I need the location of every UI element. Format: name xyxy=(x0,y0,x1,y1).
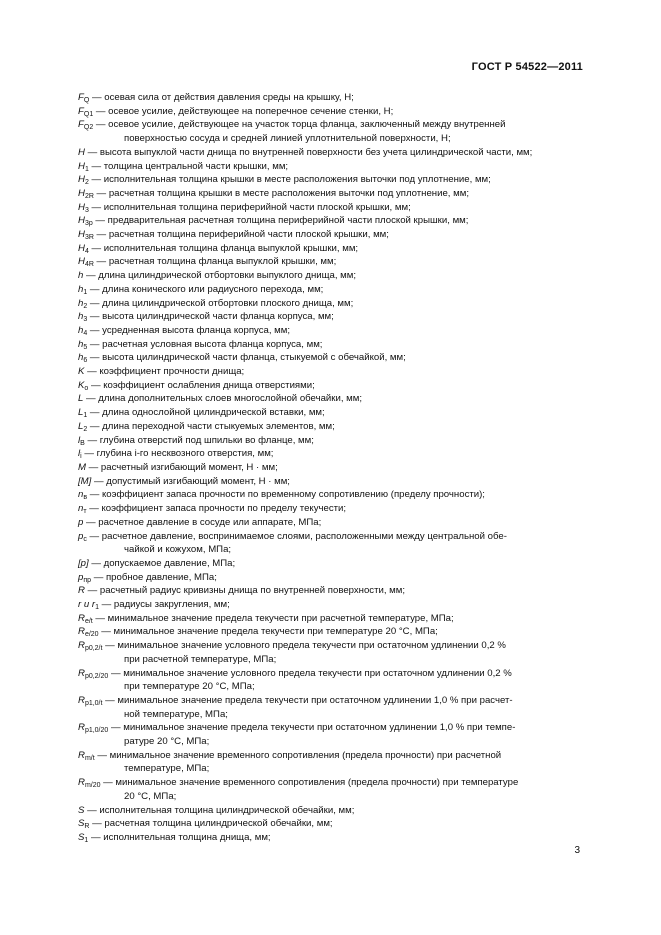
symbol-entry xyxy=(78,434,584,448)
symbol: H xyxy=(78,160,85,172)
symbol-subscript: c xyxy=(83,535,87,543)
symbol-entry xyxy=(78,557,584,571)
symbol-entry xyxy=(78,667,584,681)
symbol: H xyxy=(78,146,85,158)
symbol: h xyxy=(78,311,84,323)
symbol: F xyxy=(78,105,84,117)
symbol-definition: — допустимый изгибающий момент, Н · мм; xyxy=(91,475,290,487)
symbol-entry xyxy=(78,598,584,612)
symbol-definition: — осевая сила от действия давления среды на крышку, Н; xyxy=(89,92,354,103)
symbol-subscript: 4 xyxy=(83,329,88,337)
symbol-definition: — минимальное значение предела текучести при остаточном удлинении 1,0 % при расчет- xyxy=(102,694,513,706)
symbol: R xyxy=(78,694,85,706)
symbol-entry xyxy=(78,118,584,132)
symbol-subscript: 1 xyxy=(84,836,89,844)
symbol: S xyxy=(78,804,85,816)
symbol-definition: — расчетная толщина фланца выпуклой крышки, мм; xyxy=(93,256,337,268)
symbol: h xyxy=(78,283,84,295)
symbol-definition: — усредненная высота фланца корпуса, мм; xyxy=(87,324,291,336)
symbol: h xyxy=(78,270,84,282)
symbol-entry xyxy=(78,530,584,544)
symbol: H xyxy=(78,229,85,241)
symbol-definition: — высота цилиндрической части фланца, стыкуемой с обечайкой, мм; xyxy=(87,352,406,364)
symbol-entry xyxy=(78,406,584,420)
symbol: R xyxy=(78,626,85,638)
symbol-subscript: B xyxy=(80,439,85,447)
symbol-definition-continuation: чайкой и кожухом, МПа; xyxy=(124,544,232,556)
symbol-entry xyxy=(78,612,584,626)
symbol-subscript: 3p xyxy=(84,220,93,228)
symbol-subscript: i xyxy=(80,453,82,461)
symbol-definition-continuation: при температуре 20 °C, МПа; xyxy=(124,681,255,693)
symbol-definition: — расчетное давление в сосуде или аппарате, МПа; xyxy=(83,516,322,528)
symbol: r и r xyxy=(78,599,96,611)
symbol-definition: — высота цилиндрической части фланца корпуса, мм; xyxy=(87,311,334,323)
symbol-entry xyxy=(78,461,584,475)
symbol: H xyxy=(78,215,85,227)
symbol-subscript: 4R xyxy=(84,261,94,269)
symbol-entry xyxy=(78,447,584,461)
symbol-entry xyxy=(78,91,584,105)
symbol-entry xyxy=(78,255,584,269)
symbol-entry xyxy=(78,365,584,379)
symbol-definition: — допускаемое давление, МПа; xyxy=(88,557,236,569)
symbol: R xyxy=(78,722,85,734)
symbol: K xyxy=(78,366,85,378)
symbol: K xyxy=(78,379,85,391)
symbol-definition: — толщина центральной части крышки, мм; xyxy=(88,160,289,172)
symbol-subscript: 1 xyxy=(83,412,88,420)
symbol: H xyxy=(78,174,85,186)
symbol-definition: — пробное давление, МПа; xyxy=(91,571,217,583)
symbol-entry xyxy=(78,475,584,489)
symbol-subscript: p1,0/t xyxy=(84,699,103,707)
symbol-subscript: p0,2/t xyxy=(84,645,103,653)
symbol: R xyxy=(78,585,85,597)
symbol-entry xyxy=(78,283,584,297)
symbol-entry xyxy=(78,379,584,393)
symbol-definition: — минимальное значение предела текучести при расчетной температуре, МПа; xyxy=(92,612,454,624)
symbol-entry xyxy=(78,776,584,790)
symbol: S xyxy=(78,818,85,830)
symbol-entry xyxy=(78,804,584,818)
symbol-subscript: 5 xyxy=(83,343,88,351)
symbol-subscript: Q2 xyxy=(83,124,94,132)
symbol-entry xyxy=(78,721,584,735)
symbol-definition: — минимальное значение предела текучести при остаточном удлинении 1,0 % при темпе- xyxy=(108,722,516,734)
symbol-subscript: 2R xyxy=(84,192,94,200)
symbol-entry xyxy=(78,351,584,365)
symbol: l xyxy=(78,448,81,460)
symbol-definition-continuation: ной температуре, МПа; xyxy=(124,708,228,720)
document-header: ГОСТ Р 54522—2011 xyxy=(471,61,583,73)
symbol-definition: — расчетный радиус кривизны днища по внутренней поверхности, мм; xyxy=(84,585,406,597)
symbol: L xyxy=(78,407,84,419)
symbol: h xyxy=(78,352,84,364)
symbol-entry xyxy=(78,831,584,845)
symbol: p xyxy=(78,516,84,528)
symbol-subscript: e/t xyxy=(84,617,93,625)
symbol-definition: — радиусы закругления, мм; xyxy=(98,599,230,611)
symbol-entry xyxy=(78,338,584,352)
symbol: S xyxy=(78,831,85,843)
symbol-definition: — предварительная расчетная толщина периферийной части плоской крышки, мм; xyxy=(92,215,469,227)
symbol: h xyxy=(78,297,84,309)
symbol: h xyxy=(78,338,84,350)
symbol: n xyxy=(78,489,84,501)
symbol-subscript: в xyxy=(83,494,88,502)
symbol: p xyxy=(78,530,84,542)
symbol-entry xyxy=(78,420,584,434)
symbol-definition: — расчетная условная высота фланца корпуса, мм; xyxy=(87,338,323,350)
symbol-subscript: Q1 xyxy=(83,110,94,118)
symbol: H xyxy=(78,187,85,199)
symbol-entry xyxy=(78,201,584,215)
symbol-entry xyxy=(78,187,584,201)
symbol-entry xyxy=(78,584,584,598)
symbol-definition-continuation: ратуре 20 °C, МПа; xyxy=(124,736,210,748)
symbol-entry xyxy=(78,146,584,160)
symbol-entry xyxy=(78,817,584,831)
symbol: R xyxy=(78,777,85,789)
symbol-entry xyxy=(78,392,584,406)
symbol-entry xyxy=(78,242,584,256)
symbol-definition: — исполнительная толщина фланца выпуклой крышки, мм; xyxy=(88,242,359,254)
symbol-entry xyxy=(78,214,584,228)
symbol-entry xyxy=(78,228,584,242)
symbol-definition: — длина дополнительных слоев многослойной обечайки, мм; xyxy=(83,393,363,405)
symbol-definition: — коэффициент запаса прочности по временному сопротивлению (пределу прочности); xyxy=(87,489,485,501)
symbol-entry xyxy=(78,310,584,324)
page-number: 3 xyxy=(574,845,580,856)
symbol: H xyxy=(78,242,85,254)
symbol-definition: — длина однослойной цилиндрической вставки, мм; xyxy=(87,407,325,419)
symbol-definition: — расчетная толщина периферийной части плоской крышки, мм; xyxy=(93,229,389,241)
symbol-subscript: p0,2/20 xyxy=(84,672,109,680)
symbol-definition: — осевое усилие, действующее на участок торца фланца, заключенный между внутренней xyxy=(93,119,506,131)
symbol-entry xyxy=(78,639,584,653)
symbol-subscript: 3R xyxy=(84,234,94,242)
symbol-definition: — расчетное давление, воспринимаемое слоями, расположенными между центральной обе- xyxy=(86,530,507,542)
symbol-definition: — исполнительная толщина цилиндрической обечайки, мм; xyxy=(84,804,355,816)
symbol-entry xyxy=(78,160,584,174)
symbol-subscript: пр xyxy=(83,576,92,584)
symbol: [p] xyxy=(78,557,89,569)
symbol: L xyxy=(78,393,84,405)
symbol: n xyxy=(78,503,84,515)
symbol-definition: — осевое усилие, действующее на поперечное сечение стенки, Н; xyxy=(93,105,394,117)
symbol-definition: — расчетная толщина крышки в месте расположения выточки под уплотнение, мм; xyxy=(93,187,469,199)
symbol-subscript: 3 xyxy=(83,316,88,324)
symbol-subscript: o xyxy=(84,384,89,392)
symbol-subscript: p1,0/20 xyxy=(84,727,109,735)
symbol-subscript: 3 xyxy=(84,206,89,214)
symbol: L xyxy=(78,420,84,432)
symbol-entry xyxy=(78,105,584,119)
symbol-subscript: m/20 xyxy=(84,782,101,790)
symbol-entry xyxy=(78,516,584,530)
symbol-subscript: R xyxy=(84,823,90,831)
symbol-subscript: 1 xyxy=(95,604,99,612)
symbol: R xyxy=(78,640,85,652)
symbol: p xyxy=(78,571,84,583)
symbol-subscript: 1 xyxy=(84,165,89,173)
symbol-definition: — коэффициент ослабления днища отверстиями; xyxy=(88,379,315,391)
symbol-definition: — длина цилиндрической отбортовки выпуклого днища, мм; xyxy=(83,270,357,282)
symbol: [M] xyxy=(78,475,92,487)
symbol-definition: — минимальное значение временного сопротивления (предела прочности) при расчетной xyxy=(94,749,502,761)
symbol: l xyxy=(78,434,81,446)
symbol-subscript: 2 xyxy=(84,179,89,187)
symbol: H xyxy=(78,201,85,213)
symbol-definition: — исполнительная толщина крышки в месте расположения выточки под уплотнение, мм; xyxy=(88,174,491,186)
symbol-definition: — расчетный изгибающий момент, Н · мм; xyxy=(86,461,278,473)
symbol-definition: — коэффициент прочности днища; xyxy=(84,366,245,378)
symbol-definition: — длина конического или радиусного перехода, мм; xyxy=(87,283,324,295)
symbol-entry xyxy=(78,502,584,516)
symbol-definition: — высота выпуклой части днища по внутренней поверхности без учета цилиндрической части, мм; xyxy=(84,146,533,158)
symbol: H xyxy=(78,256,85,268)
symbol: R xyxy=(78,612,85,624)
symbol-subscript: 2 xyxy=(83,302,88,310)
symbol-subscript: 1 xyxy=(83,288,88,296)
symbol-definition: — глубина i-го несквозного отверстия, мм; xyxy=(81,448,274,460)
symbol: h xyxy=(78,324,84,336)
symbol-definition-continuation: при расчетной температуре, МПа; xyxy=(124,653,277,665)
symbol: R xyxy=(78,667,85,679)
symbol-definition: — расчетная толщина цилиндрической обечайки, мм; xyxy=(89,818,333,830)
symbol-definition: — коэффициент запаса прочности по пределу текучести; xyxy=(86,503,347,515)
symbol-entry xyxy=(78,297,584,311)
symbol-entry xyxy=(78,173,584,187)
symbol-entry xyxy=(78,324,584,338)
symbol-entry xyxy=(78,488,584,502)
symbol-definition: — минимальное значение условного предела текучести при остаточном удлинении 0,2 % xyxy=(108,667,512,679)
symbol-definition: — исполнительная толщина днища, мм; xyxy=(88,831,271,843)
symbols-list xyxy=(78,91,584,845)
symbol-entry xyxy=(78,694,584,708)
symbol-definition: — минимальное значение временного сопротивления (предела прочности) при температуре xyxy=(100,777,519,789)
symbol-definition: — минимальное значение предела текучести при температуре 20 °C, МПа; xyxy=(98,626,438,638)
symbol-definition: — минимальное значение условного предела текучести при остаточном удлинении 0,2 % xyxy=(102,640,506,652)
symbol-definition-continuation: 20 °C, МПа; xyxy=(124,790,177,802)
symbol-entry xyxy=(78,625,584,639)
symbol-definition: — глубина отверстий под шпильки во фланце, мм; xyxy=(84,434,314,446)
symbol-definition-continuation: поверхностью сосуда и средней линией уплотнительной поверхности, Н; xyxy=(124,133,451,145)
symbol-subscript: 4 xyxy=(84,247,89,255)
symbol: M xyxy=(78,461,86,473)
symbol: F xyxy=(78,119,84,131)
symbol-subscript: 6 xyxy=(83,357,88,365)
symbol: R xyxy=(78,749,85,761)
symbol-subscript: Q xyxy=(83,97,90,104)
symbol-entry xyxy=(78,571,584,585)
symbol-subscript: e/20 xyxy=(84,631,99,639)
symbol-entry xyxy=(78,749,584,763)
symbol-definition: — длина цилиндрической отбортовки плоского днища, мм; xyxy=(87,297,354,309)
symbol-subscript: т xyxy=(83,508,87,516)
symbol-definition: — длина переходной части стыкуемых элементов, мм; xyxy=(87,420,335,432)
symbol: F xyxy=(78,92,84,103)
symbol-subscript: 2 xyxy=(83,425,88,433)
symbol-definition: — исполнительная толщина периферийной части плоской крышки, мм; xyxy=(88,201,411,213)
symbol-subscript: m/t xyxy=(84,754,95,762)
symbol-definition-continuation: температуре, МПа; xyxy=(124,763,210,775)
symbol-entry xyxy=(78,269,584,283)
